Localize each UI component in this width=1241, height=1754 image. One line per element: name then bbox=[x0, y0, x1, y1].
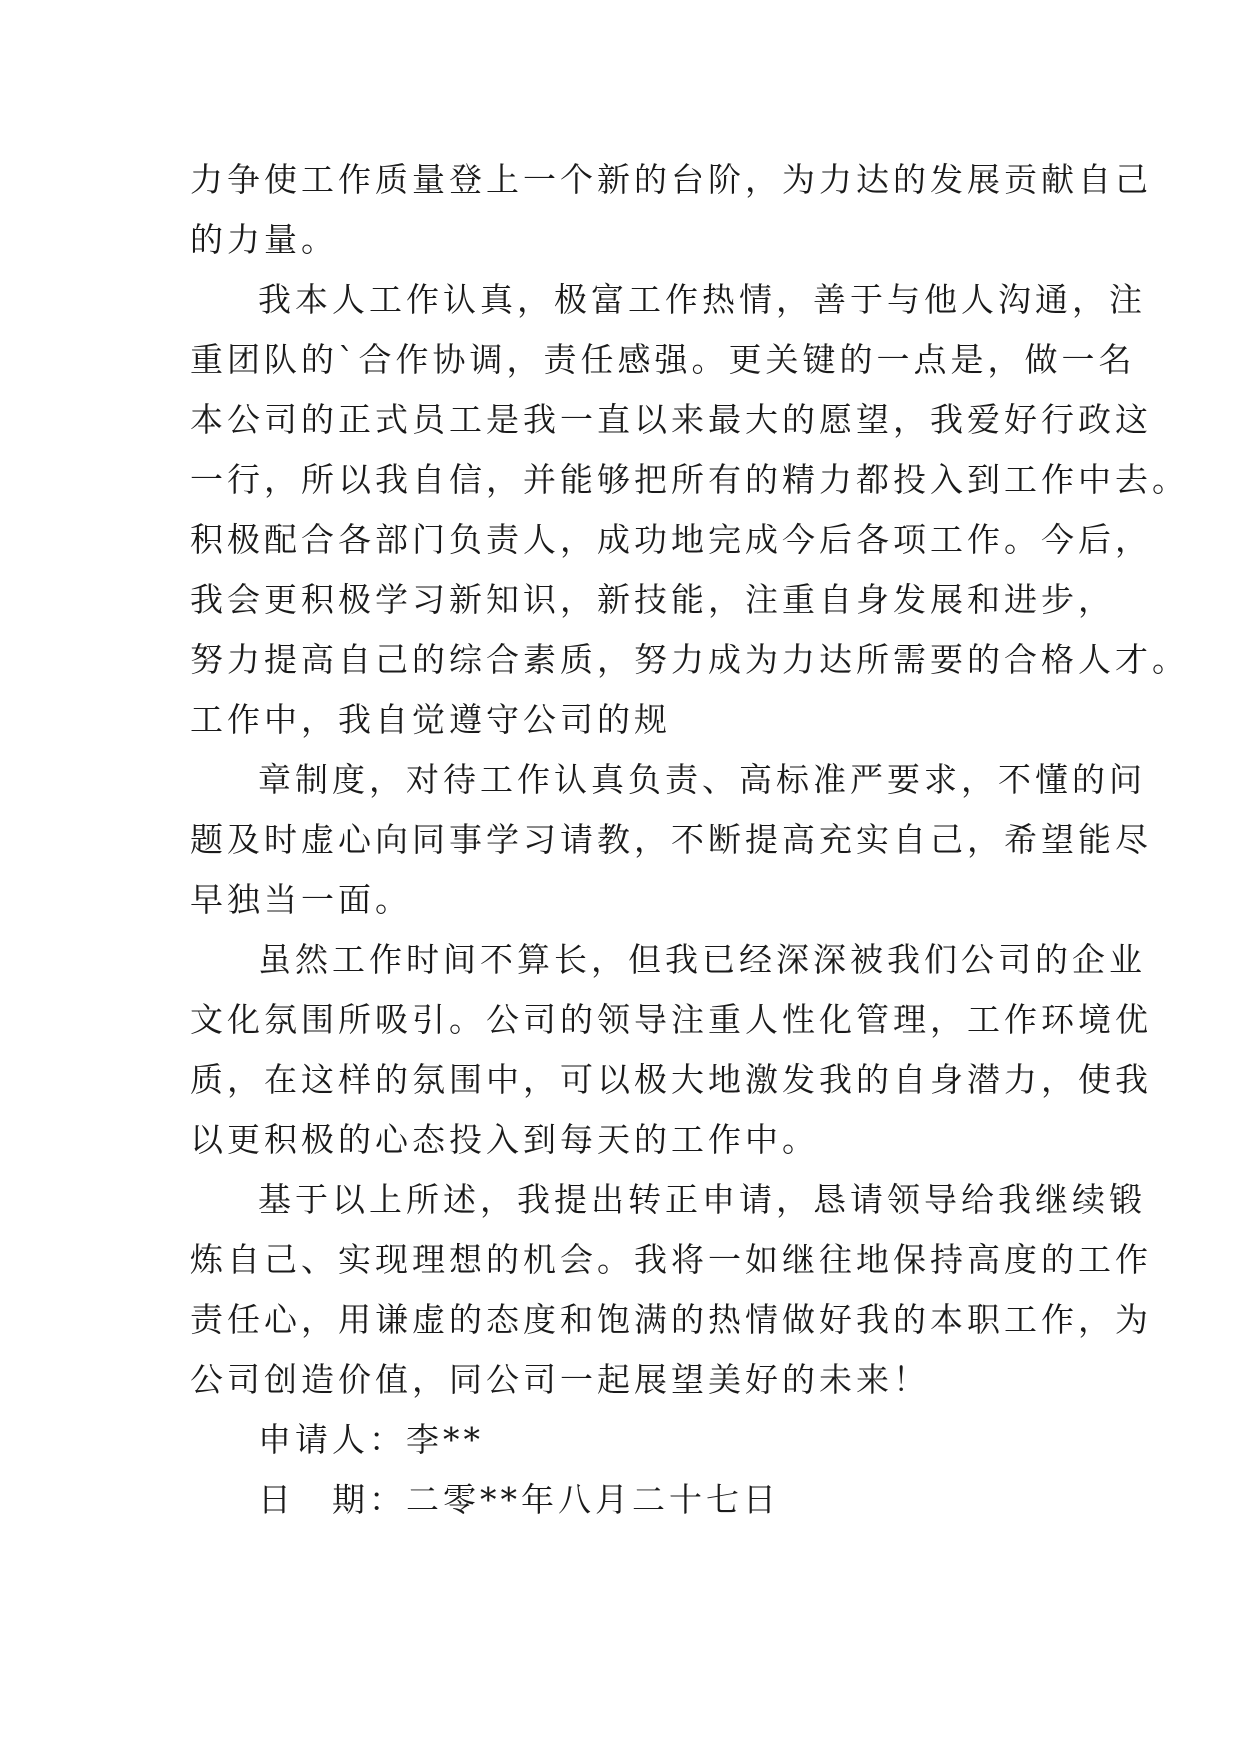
text-line: 早独当一面。 bbox=[190, 880, 412, 919]
text-line: 责任心，用谦虚的态度和饱满的热情做好我的本职工作，为 bbox=[190, 1300, 1152, 1339]
text-line: 我本人工作认真，极富工作热情，善于与他人沟通，注 bbox=[258, 280, 1146, 319]
text-line: 题及时虚心向同事学习请教，不断提高充实自己，希望能尽 bbox=[190, 820, 1152, 859]
text-line: 工作中，我自觉遵守公司的规 bbox=[190, 700, 671, 739]
text-line: 炼自己、实现理想的机会。我将一如继往地保持高度的工作 bbox=[190, 1240, 1152, 1279]
letter-body bbox=[190, 150, 1189, 1530]
text-line: 我会更积极学习新知识，新技能，注重自身发展和进步， bbox=[190, 580, 1115, 619]
text-line: 力争使工作质量登上一个新的台阶，为力达的发展贡献自己 bbox=[190, 160, 1152, 199]
text-line: 章制度，对待工作认真负责、高标准严要求，不懂的问 bbox=[258, 760, 1146, 799]
text-line: 公司创造价值，同公司一起展望美好的未来！ bbox=[190, 1360, 930, 1399]
text-line: 积极配合各部门负责人，成功地完成今后各项工作。今后， bbox=[190, 520, 1152, 559]
text-line: 日 期：二零**年八月二十七日 bbox=[258, 1480, 780, 1519]
text-line: 一行，所以我自信，并能够把所有的精力都投入到工作中去。 bbox=[190, 460, 1189, 499]
text-line: 虽然工作时间不算长，但我已经深深被我们公司的企业 bbox=[258, 940, 1146, 979]
text-line: 基于以上所述，我提出转正申请，恳请领导给我继续锻 bbox=[258, 1180, 1146, 1219]
text-line: 重团队的`合作协调，责任感强。更关键的一点是，做一名 bbox=[190, 340, 1136, 379]
text-line: 以更积极的心态投入到每天的工作中。 bbox=[190, 1120, 819, 1159]
text-line: 申请人：李** bbox=[258, 1420, 484, 1459]
text-line: 质，在这样的氛围中，可以极大地激发我的自身潜力，使我 bbox=[190, 1060, 1152, 1099]
text-line: 文化氛围所吸引。公司的领导注重人性化管理，工作环境优 bbox=[190, 1000, 1152, 1039]
text-line: 的力量。 bbox=[190, 220, 338, 259]
text-line: 本公司的正式员工是我一直以来最大的愿望，我爱好行政这 bbox=[190, 400, 1152, 439]
text-line: 努力提高自己的综合素质，努力成为力达所需要的合格人才。 bbox=[190, 640, 1189, 679]
